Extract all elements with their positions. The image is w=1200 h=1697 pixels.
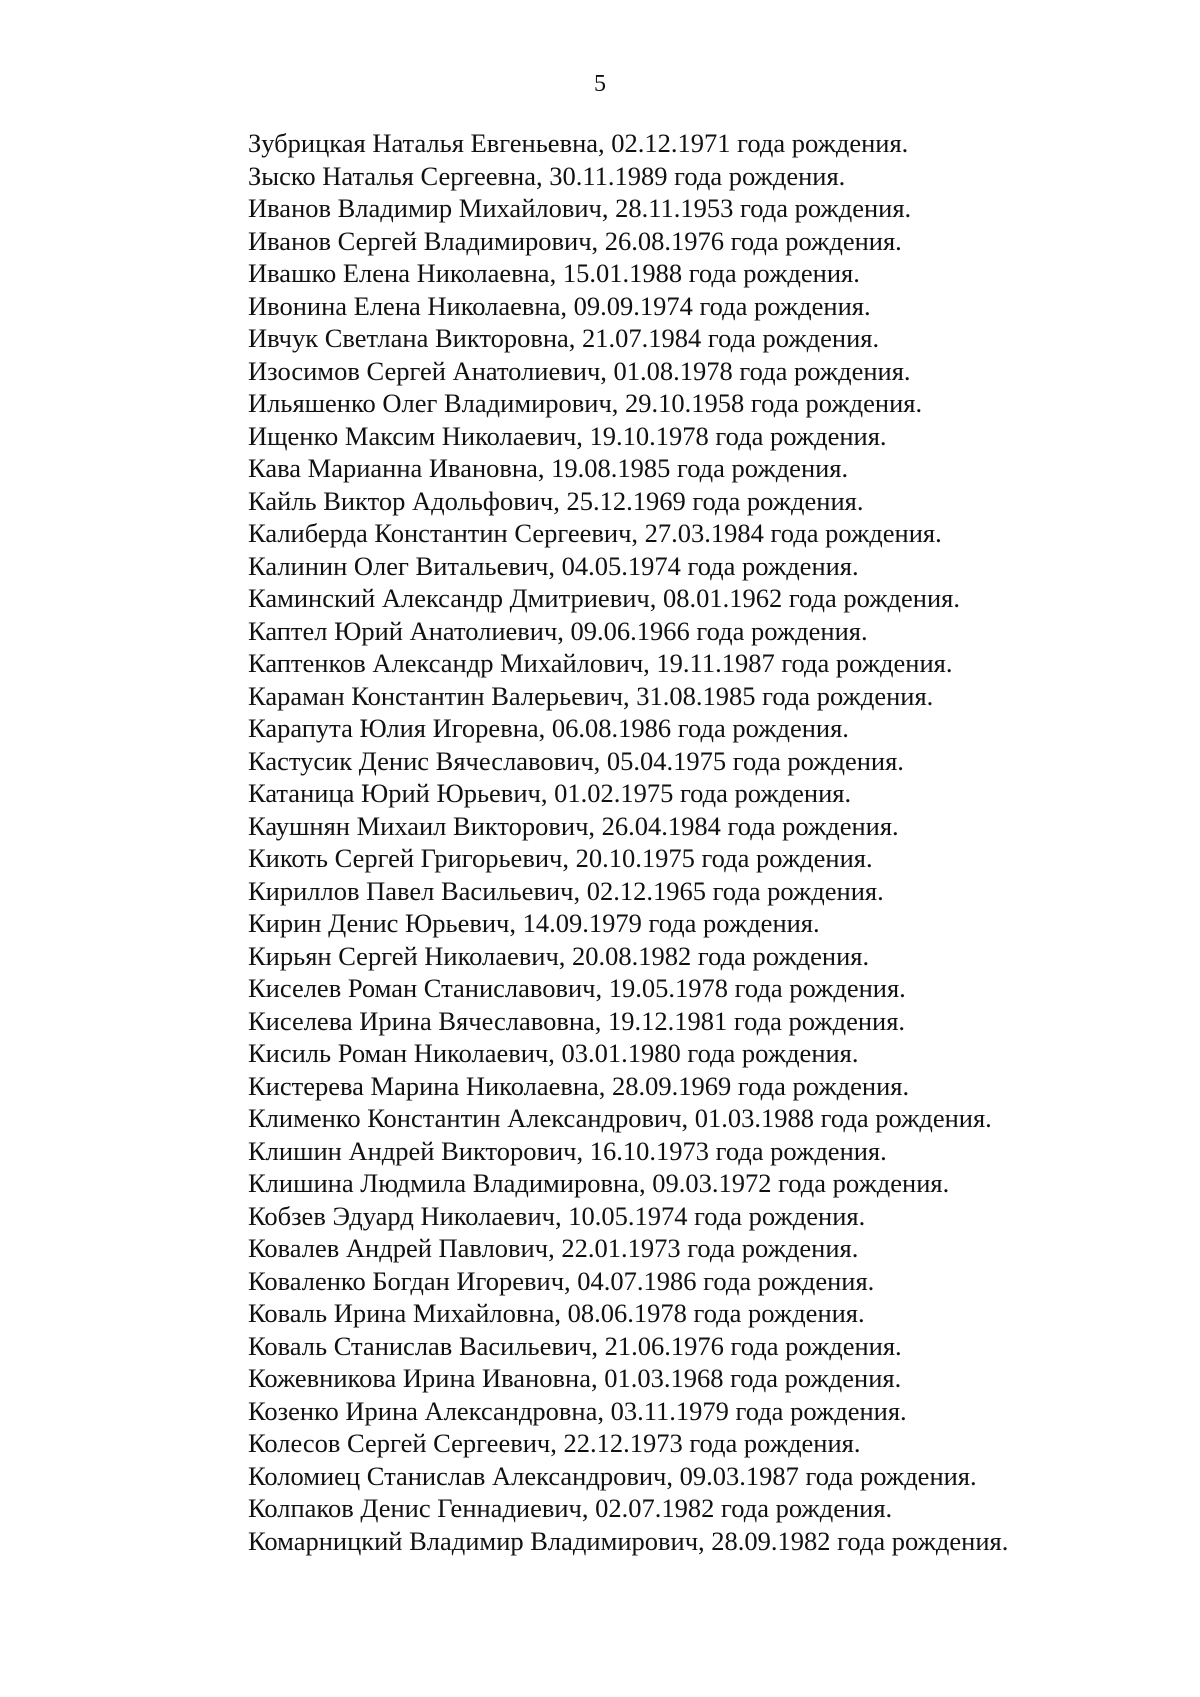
page-number: 5 (594, 71, 606, 97)
list-item: Калиберда Константин Сергеевич, 27.03.1984 года рождения. (248, 518, 942, 548)
list-item: Кирьян Сергей Николаевич, 20.08.1982 года рождения. (248, 940, 870, 971)
list-item: Коваленко Богдан Игоревич, 04.07.1986 года рождения. (248, 1265, 875, 1296)
list-item: Кожевникова Ирина Ивановна, 01.03.1968 года рождения. (248, 1363, 902, 1393)
list-item: Иванов Владимир Михайлович, 28.11.1953 года рождения. (248, 193, 912, 223)
list-item: Кисиль Роман Николаевич, 03.01.1980 года рождения. (248, 1038, 859, 1068)
list-item: Козенко Ирина Александровна, 03.11.1979 года рождения. (248, 1395, 907, 1426)
list-item: Кава Марианна Ивановна, 19.08.1985 года рождения. (248, 453, 849, 483)
list-item: Катаница Юрий Юрьевич, 01.02.1975 года рождения. (248, 778, 852, 808)
list-item: Коломиец Станислав Александрович, 09.03.1987 года рождения. (248, 1460, 977, 1491)
list-item: Коваль Станислав Васильевич, 21.06.1976 года рождения. (248, 1330, 902, 1361)
list-item: Киселев Роман Станиславович, 19.05.1978 года рождения. (248, 973, 906, 1003)
list-item: Иванов Сергей Владимирович, 26.08.1976 года рождения. (248, 225, 902, 256)
list-item: Колпаков Денис Геннадиевич, 02.07.1982 года рождения. (248, 1493, 893, 1523)
list-item: Клишина Людмила Владимировна, 09.03.1972 года рождения. (248, 1168, 950, 1198)
list-item: Коваль Ирина Михайловна, 08.06.1978 года рождения. (248, 1298, 865, 1328)
entry-list (248, 127, 1008, 1557)
list-item: Калинин Олег Витальевич, 04.05.1974 года рождения. (248, 550, 859, 581)
list-item: Ильяшенко Олег Владимирович, 29.10.1958 года рождения. (248, 388, 923, 418)
list-item: Киселева Ирина Вячеславовна, 19.12.1981 года рождения. (248, 1005, 906, 1036)
list-item: Комарницкий Владимир Владимирович, 28.09.1982 года рождения. (248, 1525, 1009, 1556)
list-item: Ивашко Елена Николаевна, 15.01.1988 года рождения. (248, 258, 860, 288)
list-item: Клименко Константин Александрович, 01.03.1988 года рождения. (248, 1103, 992, 1133)
list-item: Кистерева Марина Николаевна, 28.09.1969 года рождения. (248, 1070, 910, 1101)
list-item: Клишин Андрей Викторович, 16.10.1973 года рождения. (248, 1135, 887, 1166)
list-item: Каушнян Михаил Викторович, 26.04.1984 года рождения. (248, 810, 899, 841)
list-item: Кайль Виктор Адольфович, 25.12.1969 года рождения. (248, 485, 864, 516)
list-item: Изосимов Сергей Анатолиевич, 01.08.1978 года рождения. (248, 355, 911, 386)
list-item: Кикоть Сергей Григорьевич, 20.10.1975 года рождения. (248, 843, 873, 873)
list-item: Кириллов Павел Васильевич, 02.12.1965 года рождения. (248, 875, 884, 906)
list-item: Кастусик Денис Вячеславович, 05.04.1975 года рождения. (248, 745, 904, 776)
list-item: Каптенков Александр Михайлович, 19.11.1987 года рождения. (248, 648, 953, 678)
list-item: Караман Константин Валерьевич, 31.08.1985 года рождения. (248, 680, 934, 711)
list-item: Ищенко Максим Николаевич, 19.10.1978 года рождения. (248, 420, 887, 451)
list-item: Ивчук Светлана Викторовна, 21.07.1984 года рождения. (248, 323, 880, 353)
list-item: Кобзев Эдуард Николаевич, 10.05.1974 года рождения. (248, 1200, 866, 1231)
list-item: Каптел Юрий Анатолиевич, 09.06.1966 года рождения. (248, 615, 868, 646)
list-item: Карапута Юлия Игоревна, 06.08.1986 года рождения. (248, 713, 849, 743)
list-item: Колесов Сергей Сергеевич, 22.12.1973 года рождения. (248, 1428, 861, 1458)
list-item: Зыско Наталья Сергеевна, 30.11.1989 года рождения. (248, 160, 846, 191)
list-item: Каминский Александр Дмитриевич, 08.01.1962 года рождения. (248, 583, 960, 613)
list-item: Ивонина Елена Николаевна, 09.09.1974 года рождения. (248, 290, 871, 321)
list-item: Зубрицкая Наталья Евгеньевна, 02.12.1971 года рождения. (248, 128, 909, 158)
list-item: Кирин Денис Юрьевич, 14.09.1979 года рождения. (248, 908, 820, 938)
list-item: Ковалев Андрей Павлович, 22.01.1973 года рождения. (248, 1233, 859, 1263)
